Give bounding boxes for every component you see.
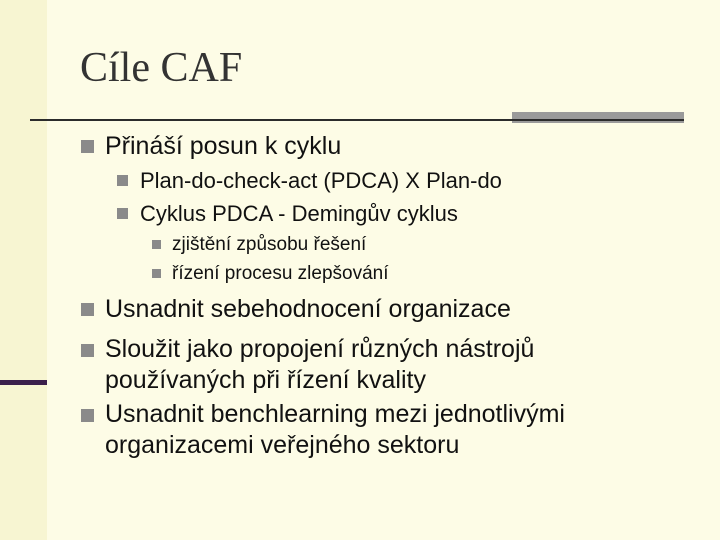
- bullet-text: Cyklus PDCA - Demingův cyklus: [140, 201, 458, 226]
- bullet-text: Usnadnit sebehodnocení organizace: [105, 295, 511, 323]
- bullet-2: [105, 295, 511, 324]
- square-bullet-icon: [117, 208, 128, 219]
- square-bullet-icon: [152, 269, 161, 278]
- title-rule: [30, 119, 684, 121]
- bullet-text: Přináší posun k cyklu: [105, 132, 342, 160]
- square-bullet-icon: [152, 240, 161, 249]
- bullet-1: [105, 132, 341, 161]
- sub-sub-bullet-2: [172, 263, 389, 285]
- square-bullet-icon: [117, 175, 128, 186]
- bullet-text-line-2: organizacemi veřejného sektoru: [105, 431, 460, 459]
- sub-sub-bullet-1: [172, 234, 366, 256]
- bullet-3: [105, 334, 534, 396]
- square-bullet-icon: [81, 344, 94, 357]
- title-rule-accent: [512, 112, 684, 123]
- bullet-text: zjištění způsobu řešení: [172, 234, 367, 255]
- slide-title: Cíle CAF: [80, 45, 243, 91]
- bullet-text: Plan-do-check-act (PDCA) X Plan-do: [140, 168, 502, 193]
- bullet-text-line-2: používaných při řízení kvality: [105, 366, 426, 394]
- square-bullet-icon: [81, 140, 94, 153]
- square-bullet-icon: [81, 303, 94, 316]
- square-bullet-icon: [81, 409, 94, 422]
- left-accent-bar: [0, 380, 47, 385]
- sub-bullet-1: [140, 168, 502, 194]
- sub-bullet-2: [140, 201, 458, 227]
- left-decor-strip: [0, 0, 47, 540]
- bullet-text: řízení procesu zlepšování: [172, 263, 389, 284]
- bullet-4: [105, 399, 565, 461]
- bullet-text-line-1: Sloužit jako propojení různých nástrojů: [105, 335, 535, 363]
- bullet-text-line-1: Usnadnit benchlearning mezi jednotlivými: [105, 400, 565, 428]
